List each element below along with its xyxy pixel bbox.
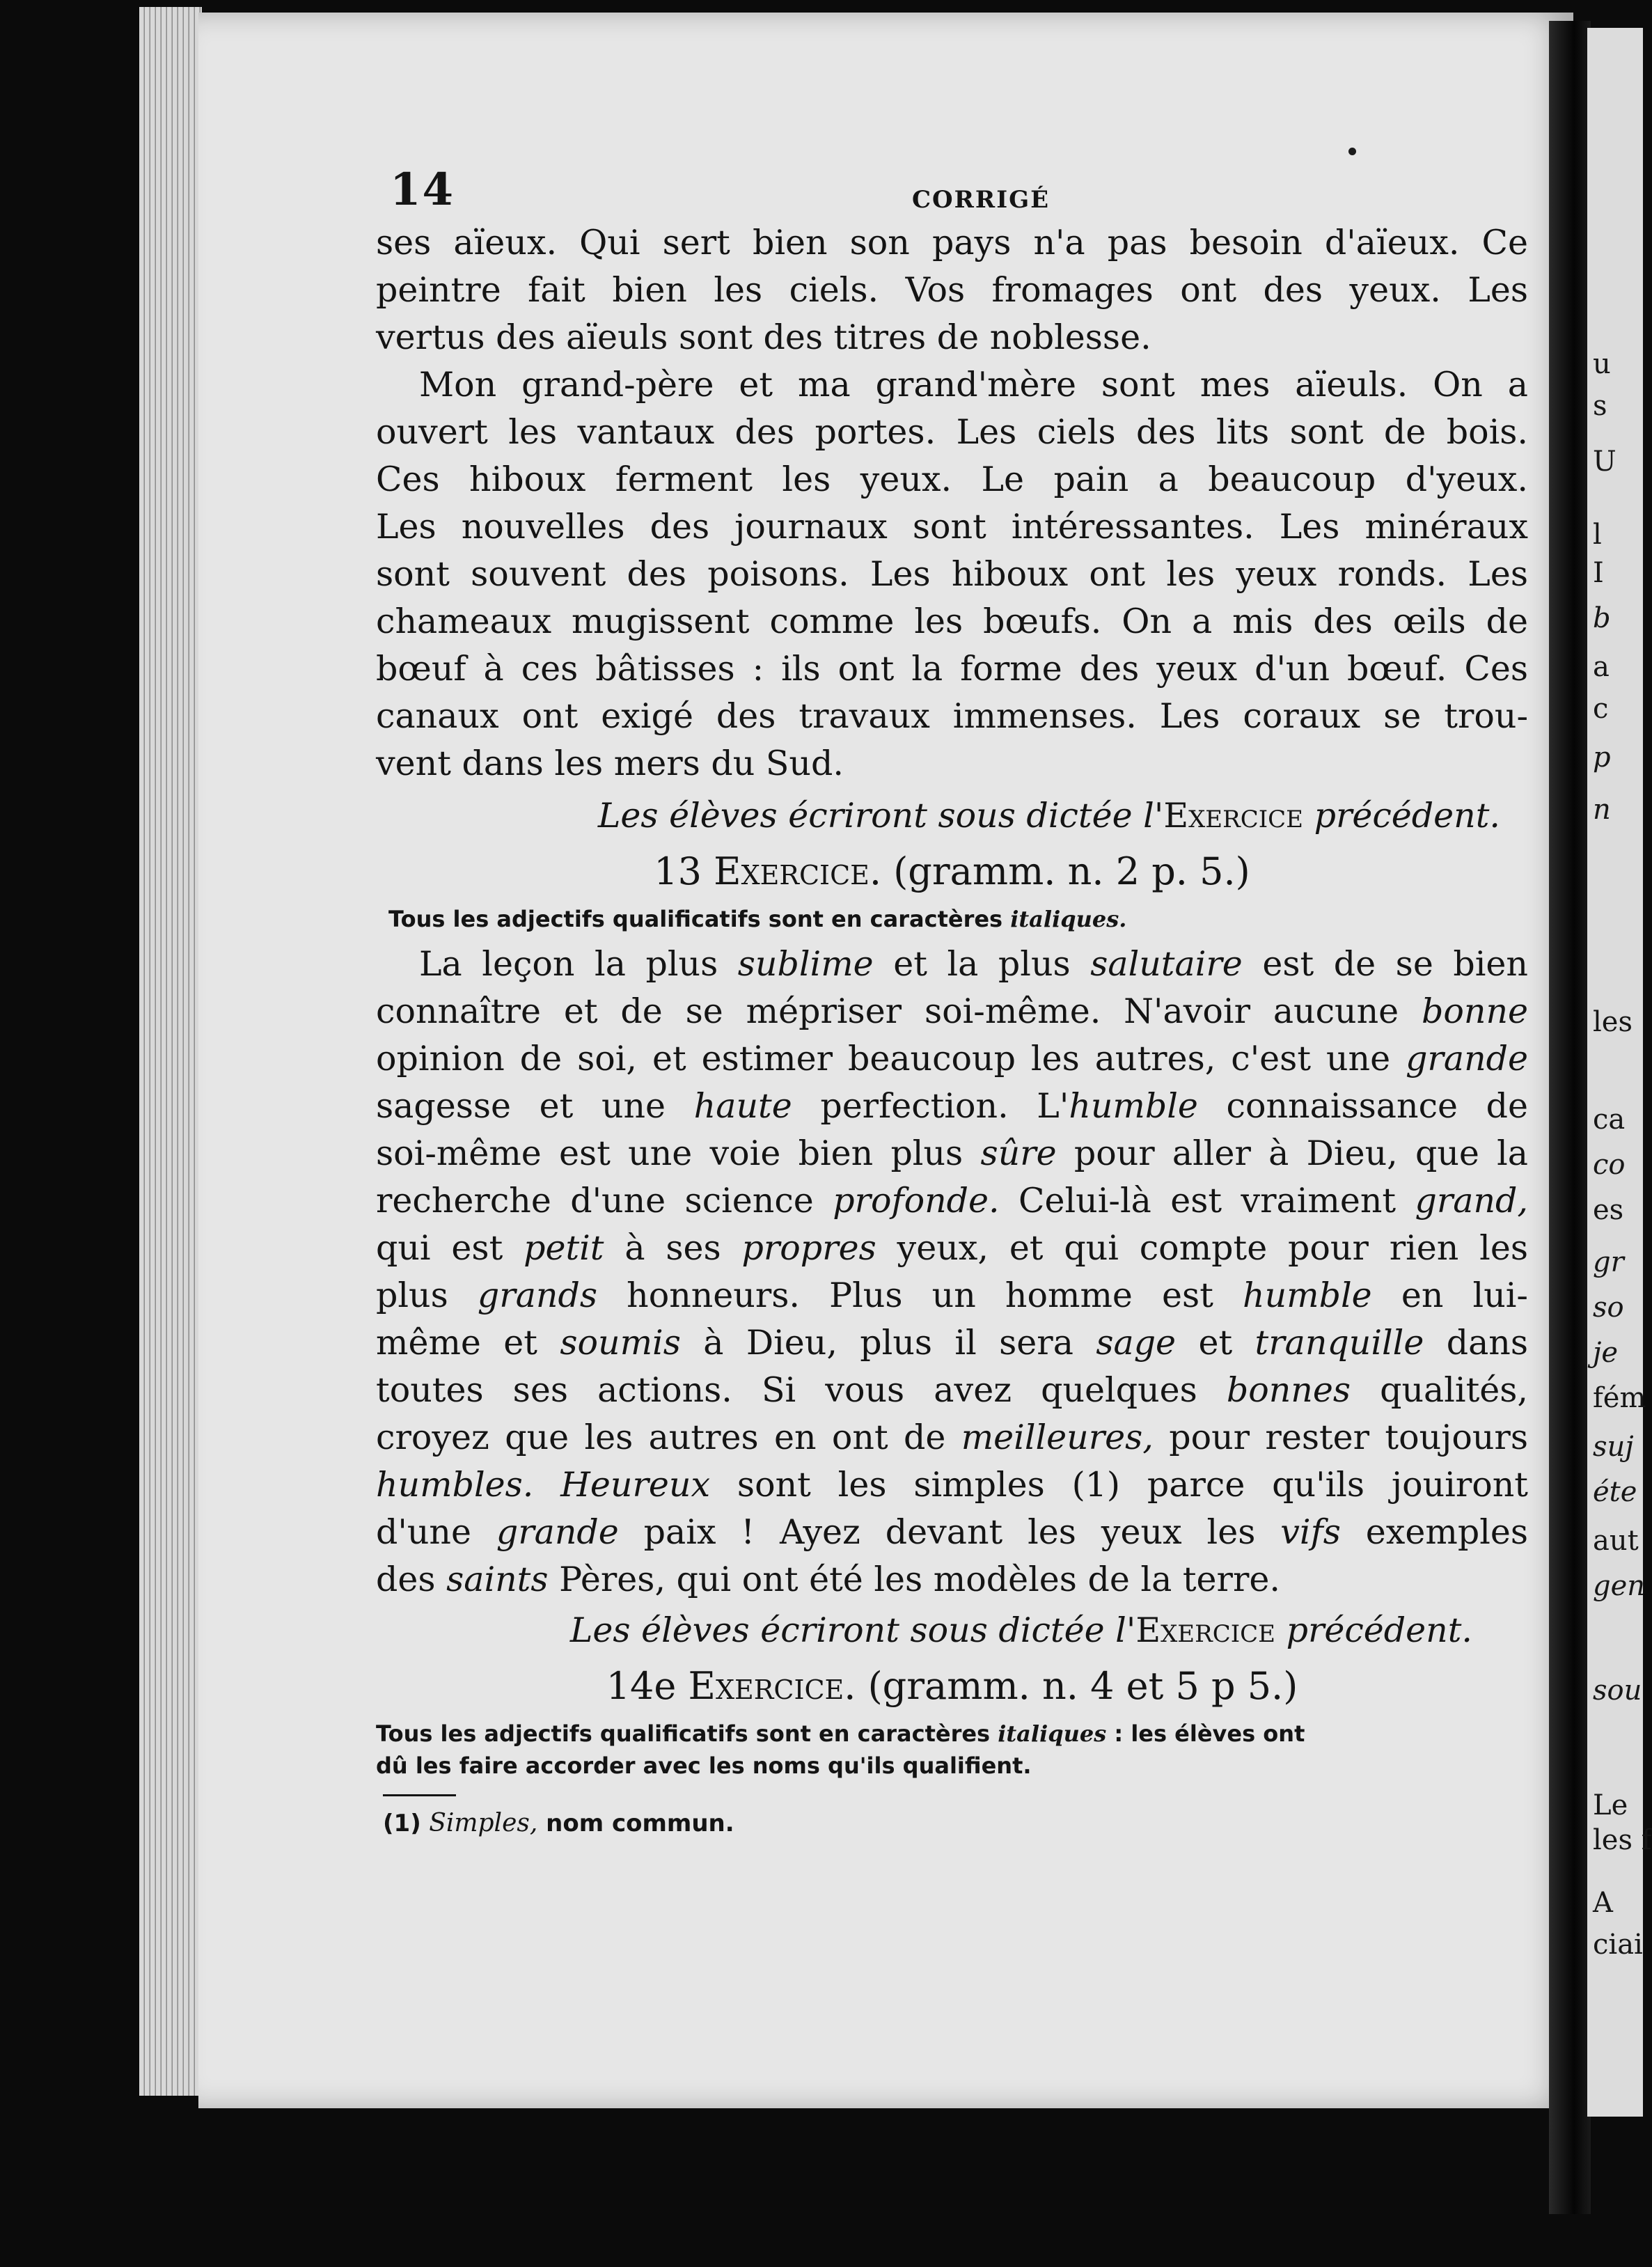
italic-adjective: saints: [446, 1560, 549, 1599]
facing-page-fragment: U: [1593, 446, 1616, 478]
paragraph-plurals: [376, 361, 1528, 787]
grammar-reference: (gramm. n. 2 p. 5.): [893, 849, 1250, 893]
facing-page-fragment: Le: [1593, 1789, 1628, 1821]
text-line: [376, 1556, 1528, 1603]
italic-adjective: bonnes: [1226, 1370, 1351, 1410]
dictation-end: précédent.: [1303, 796, 1500, 836]
dictation-instruction: [376, 792, 1528, 840]
exercise-14-note: [376, 1718, 1528, 1782]
italic-adjective: humbles. Heureux: [376, 1465, 711, 1505]
text-run: recherche d'une science: [376, 1181, 833, 1221]
text-run: paix ! Ayez devant les yeux les: [618, 1512, 1281, 1552]
text-line: [376, 1035, 1528, 1083]
stacked-page-edges: [139, 7, 202, 2096]
dictation-text: Les élèves écriront sous dictée l': [569, 1610, 1136, 1650]
facing-page-fragment: ciai: [1593, 1929, 1643, 1961]
page-content: [376, 143, 1528, 1841]
facing-page-fragment: c: [1593, 693, 1609, 725]
italic-adjective: sage: [1096, 1323, 1177, 1363]
italic-adjective: meilleures,: [961, 1418, 1154, 1457]
footnote-rule: [383, 1794, 456, 1796]
exercise-word: Exercice: [1135, 1610, 1275, 1650]
text-line: [376, 1272, 1528, 1319]
exercise-number: 14e: [606, 1664, 677, 1708]
note-text: Tous les adjectifs qualificatifs sont en caractères: [376, 1720, 998, 1747]
running-title: CORRIGÉ: [912, 186, 1051, 214]
facing-page-fragment: fém: [1593, 1382, 1646, 1414]
dictation-text: Les élèves écriront sous dictée l': [597, 796, 1164, 836]
italic-adjective: grand,: [1415, 1181, 1529, 1221]
italic-adjective: bonne: [1422, 991, 1528, 1031]
text-run: et la plus: [873, 944, 1091, 984]
text-run: plus: [376, 1276, 478, 1315]
facing-page-fragment: n: [1593, 794, 1611, 826]
exercise-13-title: [376, 840, 1528, 903]
text-run: dans: [1424, 1323, 1529, 1363]
note-italic: italiques.: [1010, 906, 1127, 932]
book-gutter: [1549, 21, 1591, 2214]
text-run: connaître et de se mépriser soi-même. N'avoir aucune: [376, 991, 1422, 1031]
text-run: et: [1176, 1323, 1255, 1363]
italic-adjective: humble: [1243, 1276, 1372, 1315]
facing-page-fragment: a: [1593, 651, 1610, 683]
page-header: [376, 143, 1528, 219]
facing-page-fragment: suj: [1593, 1431, 1634, 1463]
exercise-14-title: [376, 1655, 1528, 1718]
italic-adjective: vifs: [1280, 1512, 1341, 1552]
italic-adjective: grands: [477, 1276, 597, 1315]
exercise-13-note: [376, 903, 1528, 935]
text-line: canaux ont exigé des travaux immenses. Les coraux se trou-: [376, 696, 1528, 736]
italic-adjective: profonde.: [833, 1181, 1000, 1221]
text-run: est de se bien: [1242, 944, 1528, 984]
facing-page-fragment: éte: [1593, 1476, 1637, 1508]
exercise-word: Exercice.: [714, 849, 882, 893]
text-run: yeux, et qui compte pour rien les: [876, 1228, 1528, 1268]
facing-page-fragment: ca: [1593, 1104, 1626, 1136]
italic-adjective: grande: [1406, 1039, 1528, 1078]
facing-page-fragment: so: [1593, 1292, 1624, 1324]
text-line: ses aïeux. Qui sert bien son pays n'a pas besoin d'aïeux. Ce: [376, 223, 1528, 262]
right-page-edge: [1587, 28, 1652, 2117]
text-line: vertus des aïeuls sont des titres de noblesse.: [376, 317, 1151, 357]
text-run: des: [376, 1560, 447, 1599]
text-run: toutes ses actions. Si vous avez quelques: [376, 1370, 1227, 1410]
text-line: [376, 1225, 1528, 1272]
exercise-word: Exercice: [1163, 796, 1303, 836]
text-run: croyez que les autres en ont de: [376, 1418, 961, 1457]
text-line: [376, 1367, 1528, 1414]
text-line: [376, 1130, 1528, 1177]
facing-page-fragment: je: [1593, 1337, 1619, 1369]
text-run: La leçon la plus: [419, 944, 738, 984]
text-line: [376, 1461, 1528, 1509]
dictation-end: précédent.: [1275, 1610, 1472, 1650]
text-run: en lui-: [1371, 1276, 1528, 1315]
facing-page-fragment: sou: [1593, 1674, 1642, 1707]
text-line: peintre fait bien les ciels. Vos fromages ont des yeux. Les: [376, 270, 1528, 310]
text-run: sont les simples (1) parce qu'ils jouiront: [710, 1465, 1528, 1505]
text-run: qui est: [376, 1228, 524, 1268]
italic-adjective: tranquille: [1254, 1323, 1424, 1363]
text-line: bœuf à ces bâtisses : ils ont la forme des yeux d'un bœuf. Ces: [376, 649, 1528, 689]
text-run: Pères, qui ont été les modèles de la terre.: [548, 1560, 1280, 1599]
text-line: sont souvent des poisons. Les hiboux ont les yeux ronds. Les: [376, 554, 1528, 594]
text-run: même et: [376, 1323, 560, 1363]
facing-page-fragment: s: [1593, 390, 1607, 422]
facing-page-fragment: I: [1593, 557, 1604, 589]
text-run: Celui-là est vraiment: [999, 1181, 1415, 1221]
text-run: pour aller à Dieu, que la: [1056, 1134, 1529, 1173]
dictation-instruction: [376, 1606, 1528, 1655]
italic-adjective: soumis: [560, 1323, 681, 1363]
italic-adjective: salutaire: [1090, 944, 1243, 984]
text-line: Ces hiboux ferment les yeux. Le pain a beaucoup d'yeux.: [376, 460, 1528, 499]
italic-adjective: propres: [741, 1228, 876, 1268]
exercise-word: Exercice.: [688, 1664, 856, 1708]
text-line: [376, 988, 1528, 1035]
text-run: exemples: [1340, 1512, 1529, 1552]
facing-page-fragment: p: [1593, 742, 1611, 774]
facing-page-fragment: l: [1593, 519, 1602, 551]
paragraph-continuation: [376, 219, 1528, 361]
text-run: sagesse et une: [376, 1086, 694, 1126]
text-line: [376, 941, 1528, 988]
footnote-marker: (1): [383, 1810, 421, 1837]
text-line: [376, 1083, 1528, 1130]
note-line: dû les faire accorder avec les noms qu'ils qualifient.: [376, 1752, 1032, 1779]
italic-adjective: petit: [524, 1228, 604, 1268]
note-line: [376, 1718, 1528, 1750]
note-text-end: : les élèves ont: [1106, 1720, 1305, 1747]
footnote: [376, 1806, 1528, 1841]
text-line: Les nouvelles des journaux sont intéressantes. Les minéraux: [376, 507, 1528, 547]
note-italic: italiques: [998, 1720, 1107, 1747]
facing-page-fragment: aut: [1593, 1525, 1639, 1557]
text-line: Mon grand-père et ma grand'mère sont mes aïeuls. On a: [419, 365, 1528, 405]
paragraph-humility: [376, 941, 1528, 1603]
text-run: d'une: [376, 1512, 496, 1552]
footnote-word: Simples,: [429, 1809, 538, 1837]
facing-page-fragment: co: [1593, 1149, 1626, 1181]
italic-adjective: sublime: [737, 944, 874, 984]
facing-page-fragment: es: [1593, 1194, 1624, 1226]
facing-page-fragment: u: [1593, 348, 1611, 380]
text-line: [376, 1319, 1528, 1367]
page-number: 14: [390, 164, 455, 216]
facing-page-fragment: gr: [1593, 1246, 1624, 1278]
text-line: vent dans les mers du Sud.: [376, 744, 844, 783]
footnote-text: nom commun.: [537, 1810, 734, 1837]
facing-page-fragment: les f: [1593, 1824, 1652, 1856]
italic-adjective: haute: [693, 1086, 792, 1126]
facing-page-fragment: gen: [1593, 1570, 1646, 1602]
facing-page-fragment: A: [1593, 1887, 1613, 1919]
text-run: à Dieu, plus il sera: [680, 1323, 1096, 1363]
italic-adjective: sûre: [980, 1134, 1057, 1173]
text-run: connaissance de: [1197, 1086, 1528, 1126]
grammar-reference: (gramm. n. 4 et 5 p 5.): [867, 1664, 1298, 1708]
exercise-number: 13: [654, 849, 702, 893]
text-line: [376, 1414, 1528, 1461]
text-run: honneurs. Plus un homme est: [597, 1276, 1243, 1315]
facing-page-fragment: b: [1593, 602, 1611, 634]
text-run: pour rester toujours: [1153, 1418, 1528, 1457]
text-line: chameaux mugissent comme les bœufs. On a mis des œils de: [376, 602, 1528, 641]
text-run: soi-même est une voie bien plus: [376, 1134, 981, 1173]
facing-page-fragment: les: [1593, 1006, 1633, 1038]
note-text: Tous les adjectifs qualificatifs sont en caractères: [388, 906, 1011, 932]
italic-adjective: grande: [496, 1512, 619, 1552]
text-run: opinion de soi, et estimer beaucoup les autres, c'est une: [376, 1039, 1406, 1078]
text-line: [376, 1509, 1528, 1556]
italic-adjective: humble: [1069, 1086, 1198, 1126]
text-line: [376, 1177, 1528, 1225]
text-run: qualités,: [1351, 1370, 1529, 1410]
text-run: perfection. L': [792, 1086, 1069, 1126]
text-run: à ses: [604, 1228, 742, 1268]
text-line: ouvert les vantaux des portes. Les ciels des lits sont de bois.: [376, 412, 1528, 452]
